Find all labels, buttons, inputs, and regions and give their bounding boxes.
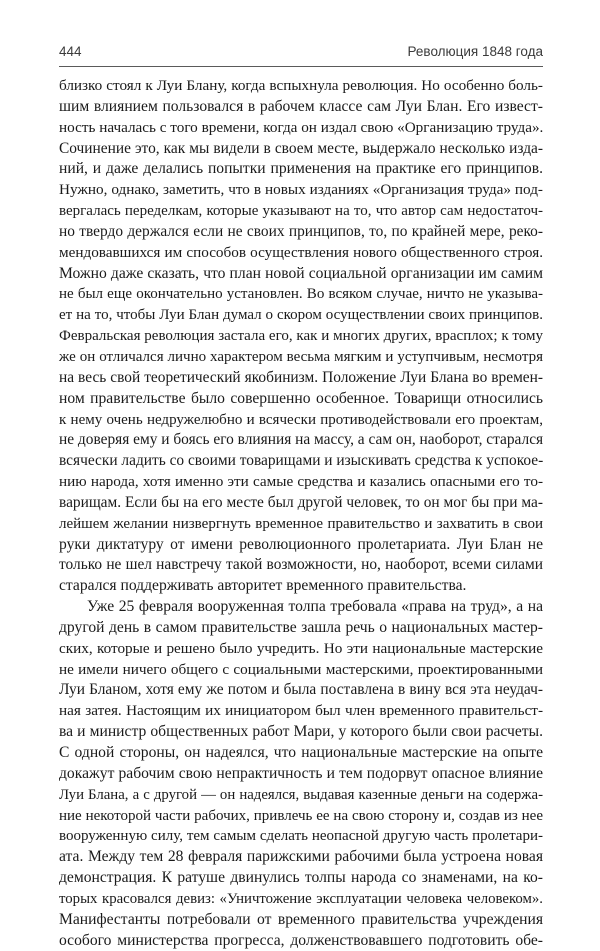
text-line: ата. Между тем 28 февраля парижскими рабочими была устроена новая bbox=[59, 848, 543, 866]
text-line: мендовавшихся им способов осуществления нового общественного строя. bbox=[59, 243, 543, 261]
text-line: Февральская революция застала его, как и многих других, врасплох; к тому bbox=[59, 328, 543, 345]
text-line: вооруженную силу, тем самым сделать неопасной другую часть пролетари- bbox=[59, 828, 543, 845]
text-line: старался поддерживать авторитет временного правительства. bbox=[59, 577, 467, 595]
text-line: ний, и даже делались попытки применения на практике его принципов. bbox=[59, 160, 543, 178]
text-line: Манифестанты потребовали от временного правительства учреждения bbox=[59, 910, 543, 928]
text-line: нию народа, хотя именно эти самые средства и казались опасными его то- bbox=[59, 473, 543, 491]
body-text bbox=[59, 76, 543, 951]
text-line: шим влиянием пользовался в рабочем классе сам Луи Блан. Его извест- bbox=[59, 97, 543, 115]
text-line: не доверяя ему и боясь его влияния на массу, а сам он, наоборот, старался bbox=[59, 431, 544, 449]
text-line: докажут рабочим свою непрактичность и тем подорвут опасное влияние bbox=[59, 764, 543, 782]
text-line: только не шел навстречу такой возможности, но, наоборот, всеми силами bbox=[59, 556, 543, 574]
text-line: Нужно, однако, заметить, что в новых изданиях «Организация труда» под- bbox=[59, 181, 543, 199]
text-line: лейшем желании низвергнуть временное правительство и захватить в свои bbox=[59, 515, 543, 532]
text-line: не имели ничего общего с социальными мастерскими, проектированными bbox=[59, 660, 543, 678]
text-line: торых красовался девиз: «Уничтожение эксплуатации человека человеком». bbox=[59, 890, 543, 907]
text-line: варищам. Если бы на его месте был другой человек, то он мог бы при ма- bbox=[59, 493, 543, 511]
text-line: Можно даже сказать, что план новой социальной организации им самим bbox=[59, 264, 543, 282]
text-line: ном правительстве было совершенно особенное. Товарищи относились bbox=[59, 389, 543, 407]
text-line: не был еще окончательно установлен. Во всяком случае, ничто не указыва- bbox=[59, 286, 543, 303]
text-line: же он отличался лично характером весьма мягким и уступчивым, несмотря bbox=[59, 348, 543, 365]
text-line: Сочинение это, как мы видели в своем месте, выдержало несколько изда- bbox=[59, 139, 543, 157]
text-line: но твердо держался если не своих принципов, то, по крайней мере, реко- bbox=[59, 222, 543, 240]
header-rule bbox=[59, 66, 543, 67]
running-header bbox=[59, 44, 543, 66]
text-line: ва и министр общественных работ Мари, у которого были свои расчеты. bbox=[59, 723, 543, 741]
text-line: С одной стороны, он надеялся, что национальные мастерские на опыте bbox=[59, 744, 543, 761]
text-line: вергалась переделкам, которые указывают на то, что автор сам недостаточ- bbox=[59, 203, 543, 220]
text-line: ских, которые и решено было учредить. Но эти национальные мастерские bbox=[59, 639, 543, 657]
page-number: 444 bbox=[59, 44, 82, 59]
text-line: демонстрация. К ратуше двинулись толпы народа со знаменами, на ко- bbox=[59, 869, 543, 887]
text-line: руки диктатуру от имени революционного пролетариата. Луи Блан не bbox=[59, 535, 543, 553]
running-title: Революция 1848 года bbox=[407, 44, 543, 59]
text-line: особого министерства прогресса, долженствовавшего подготовить обе- bbox=[59, 931, 543, 949]
text-line: на весь свой теоретический якобинизм. Положение Луи Блана во времен- bbox=[59, 368, 543, 386]
text-line: ние некоторой части рабочих, привлечь ее на свою сторону и, создав из нее bbox=[59, 807, 543, 824]
text-line: ет на то, чтобы Луи Блан думал о скором осуществлении своих принципов. bbox=[59, 307, 543, 324]
text-line: Луи Бланом, хотя ему же потом и была поставлена в вину вся эта неудач- bbox=[59, 681, 543, 699]
text-line: Луи Блана, а с другой — он надеялся, выдавая казенные деньги на содержа- bbox=[59, 786, 543, 803]
text-line: другой день в самом правительстве зашла речь о национальных мастер- bbox=[59, 618, 543, 636]
text-line: ная затея. Настоящим их инициатором был член временного правительст- bbox=[59, 702, 543, 720]
text-line: ность началась с того времени, когда он издал свою «Организацию труда». bbox=[59, 118, 544, 136]
text-line: к нему очень недружелюбно и всячески противодействовали его проектам, bbox=[59, 411, 543, 428]
text-line: близко стоял к Луи Блану, когда вспыхнула революция. Но особенно боль- bbox=[59, 77, 543, 94]
text-line: Уже 25 февраля вооруженная толпа требовала «права на труд», а на bbox=[87, 598, 543, 616]
text-line: всячески ладить со своими товарищами и изыскивать средства к успокое- bbox=[59, 452, 544, 470]
